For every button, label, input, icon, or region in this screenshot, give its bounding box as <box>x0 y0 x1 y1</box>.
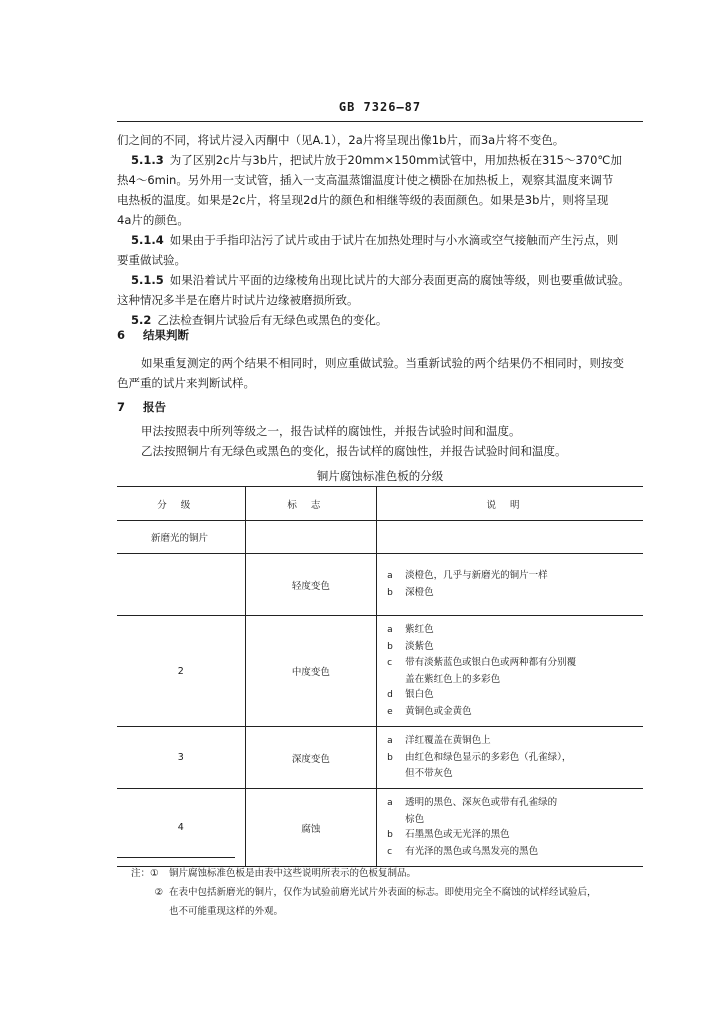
desc-item <box>387 844 643 861</box>
item-continuation: 盖在紫红色上的多彩色 <box>405 673 501 685</box>
section-number: 6 <box>117 328 126 342</box>
item-text: 石墨黑色或无光泽的黑色 <box>405 829 510 840</box>
desc-item <box>387 568 643 585</box>
item-text: 银白色 <box>405 689 434 700</box>
table-cell <box>377 521 643 554</box>
footnote-text: 在表中包括新磨光的铜片，仅作为试验前磨光试片外表面的标志。即使用完全不腐蚀的试样经试验后， <box>169 887 597 898</box>
clause-text: 如果由于手指印沾污了试片或由于试片在加热处理时与小水滴或空气接触而产生污点，则 <box>169 233 619 247</box>
desc-cell <box>377 727 643 789</box>
corrosion-grade-table <box>117 486 643 867</box>
paragraph-line: 如果重复测定的两个结果不相同时，则应重做试验。当重新试验的两个结果仍不相同时，则按变 <box>141 356 624 370</box>
new-polished-label: 新磨光的铜片 <box>117 521 245 554</box>
footnote-text: 铜片腐蚀标准色板是由表中这些说明所表示的色板复制品。 <box>169 868 417 879</box>
item-letter: c <box>387 846 393 857</box>
clause-5-1-5 <box>117 270 643 290</box>
clause-number: 5.2 <box>131 313 152 327</box>
table-row <box>117 789 643 867</box>
desc-item <box>387 750 643 767</box>
clause-number: 5.1.3 <box>131 153 164 167</box>
table-row <box>117 521 643 554</box>
item-text: 淡紫色 <box>405 640 434 652</box>
mark-cell: 轻度变色 <box>245 554 376 616</box>
header-rule <box>117 121 643 122</box>
clause-5-1-4 <box>117 230 643 250</box>
paragraph-line: 乙法按照铜片有无绿色或黑色的变化，报告试样的腐蚀性，并报告试验时间和温度。 <box>141 444 567 458</box>
item-continuation: 但不带灰色 <box>405 768 453 780</box>
grade-cell: 3 <box>117 727 245 789</box>
footnotes <box>131 864 643 921</box>
clause-number: 5.1.5 <box>131 273 164 287</box>
table-row <box>117 616 643 727</box>
desc-item <box>387 585 643 602</box>
item-continuation: 棕色 <box>405 813 425 825</box>
paragraph-line: 们之间的不同，将试片浸入丙酮中（见A.1），2a片将呈现出像1b片，而3a片将不变色。 <box>117 133 565 147</box>
table-header-row <box>117 487 643 521</box>
item-text: 黄铜色或金黄色 <box>405 705 472 717</box>
desc-cell <box>377 616 643 727</box>
item-text: 由红色和绿色显示的多彩色（孔雀绿）， <box>405 751 572 763</box>
item-letter: a <box>387 736 393 747</box>
footnote-2 <box>131 883 643 902</box>
desc-item <box>387 687 643 704</box>
paragraph-line: 甲法按照表中所列等级之一，报告试样的腐蚀性，并报告试验时间和温度。 <box>141 424 521 438</box>
item-letter: a <box>387 625 393 635</box>
footnote-1 <box>131 864 643 883</box>
item-text: 透明的黑色、深灰色或带有孔雀绿的 <box>405 797 558 808</box>
item-letter: b <box>387 830 393 840</box>
item-letter: e <box>387 706 393 717</box>
table-title: 铜片腐蚀标准色板的分级 <box>316 469 444 483</box>
item-letter: a <box>387 798 393 808</box>
section-title: 结果判断 <box>143 328 189 342</box>
section-7 <box>117 397 643 461</box>
paragraph-line: 电热板的温度。如果是2c片，将呈现2d片的颜色和相继等级的表面颜色。如果是3b片，则将呈现 <box>117 193 609 207</box>
desc-item <box>387 733 643 750</box>
table-row <box>117 727 643 789</box>
footnote-continuation: 也不可能重现这样的外观。 <box>169 906 284 917</box>
mark-cell: 深度变色 <box>245 727 376 789</box>
header-desc: 说明 <box>377 487 643 521</box>
item-letter: b <box>387 587 393 598</box>
footnote-rule <box>117 857 235 858</box>
paragraph-line: 色严重的试片来判断试样。 <box>117 376 255 390</box>
grade-cell: 2 <box>117 616 245 727</box>
mark-cell: 腐蚀 <box>245 789 376 867</box>
item-text: 淡橙色，几乎与新磨光的铜片一样 <box>405 570 548 581</box>
paragraph-line: 这种情况多半是在磨片时试片边缘被磨损所致。 <box>117 293 359 307</box>
clause-text: 为了区别2c片与3b片，把试片放于20mm×150mm试管中，用加热板在315～370℃加 <box>169 153 622 167</box>
section-heading <box>117 325 643 345</box>
item-letter: b <box>387 641 393 652</box>
paragraph-line: 4a片的颜色。 <box>117 213 189 227</box>
desc-item <box>387 795 643 812</box>
item-letter: b <box>387 752 393 763</box>
item-text: 有光泽的黑色或乌黑发亮的黑色 <box>405 845 539 857</box>
desc-item <box>387 827 643 844</box>
footnote-label: 注：① <box>131 868 159 879</box>
section-heading <box>117 397 643 417</box>
section-6 <box>117 325 643 393</box>
section-title: 报告 <box>143 400 166 414</box>
grade-cell: 4 <box>117 789 245 867</box>
desc-cell <box>377 789 643 867</box>
body-upper <box>117 130 643 330</box>
footnote-label: ② <box>154 887 163 898</box>
clause-text: 乙法检查铜片试验后有无绿色或黑色的变化。 <box>157 313 388 327</box>
desc-item <box>387 639 643 656</box>
table-row <box>117 554 643 616</box>
item-letter: c <box>387 658 393 668</box>
header-grade: 分级 <box>117 487 245 521</box>
desc-item <box>387 622 643 639</box>
item-letter: d <box>387 690 393 700</box>
desc-cell <box>377 554 643 616</box>
section-number: 7 <box>117 400 126 414</box>
desc-item <box>387 704 643 721</box>
paragraph-line: 热4～6min。另外用一支试管，插入一支高温蒸馏温度计使之横卧在加热板上，观察其温度来调节 <box>117 173 614 187</box>
page-header: GB 7326—87 <box>338 100 422 114</box>
clause-number: 5.1.4 <box>131 233 164 247</box>
mark-cell: 中度变色 <box>245 616 376 727</box>
grade-cell <box>117 554 245 616</box>
header-mark: 标志 <box>245 487 376 521</box>
item-text: 洋红覆盖在黄铜色上 <box>405 735 491 747</box>
item-text: 带有淡紫蓝色或银白色或两种都有分别覆 <box>405 657 577 668</box>
clause-text: 如果沿着试片平面的边缘棱角出现比试片的大部分表面更高的腐蚀等级，则也要重做试验。 <box>169 273 630 287</box>
item-letter: a <box>387 571 393 581</box>
table-cell <box>245 521 376 554</box>
clause-5-1-3 <box>117 150 643 170</box>
paragraph-line: 要重做试验。 <box>117 253 186 267</box>
desc-item <box>387 655 643 672</box>
item-text: 深橙色 <box>405 586 434 598</box>
item-text: 紫红色 <box>405 624 434 635</box>
